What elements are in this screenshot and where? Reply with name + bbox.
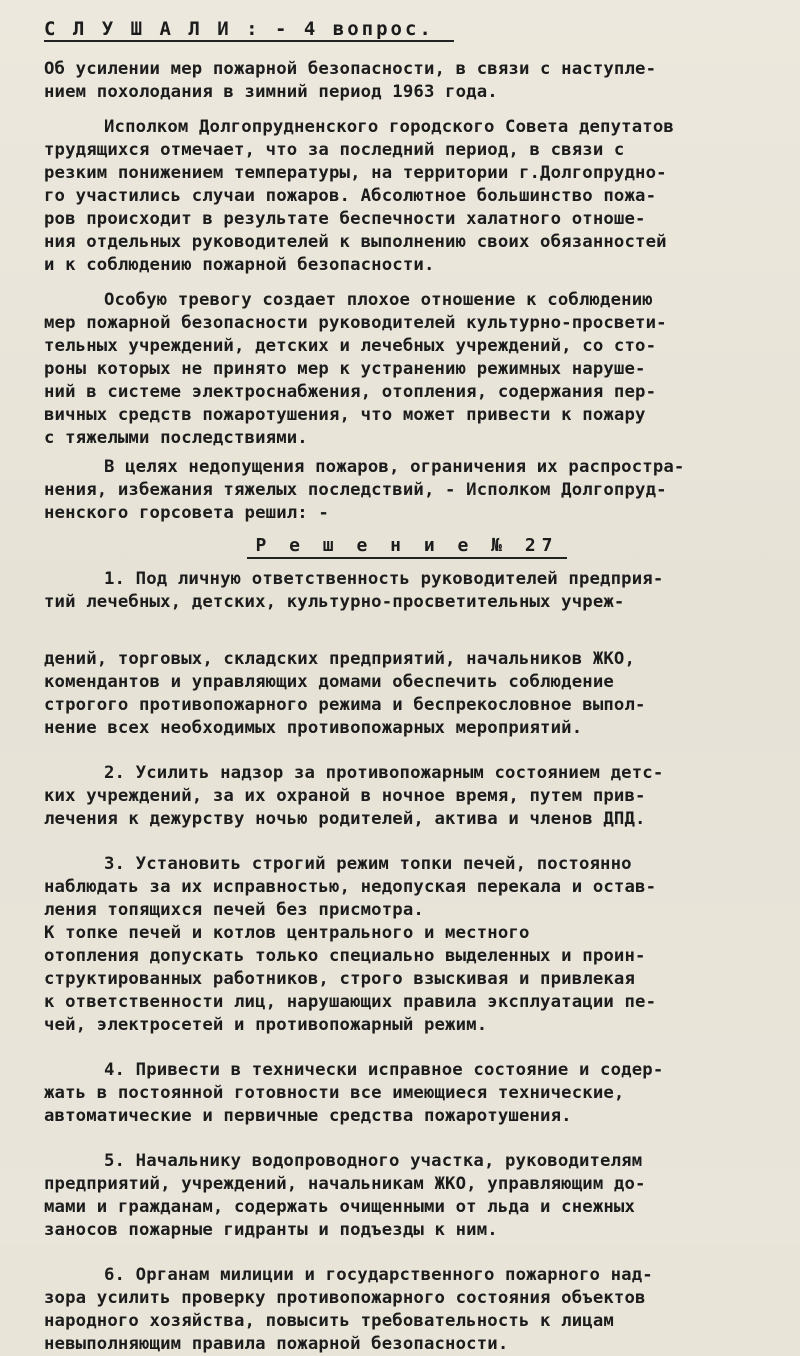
item-1-continued: дений, торговых, складских предприятий, начальников ЖКО, комендантов и управляющих домами обеспечить соблюдение строгого противопожарного режима и беспрекословное выпол- нение всех необходимых противопожарных мероприятий. [44, 649, 646, 738]
item-2: 2. Усилить надзор за противопожарным состоянием детс- ких учреждений, за их охраной в ночное время, путем прив- лечения к дежурству ночью родителей, актива и членов ДПД. [44, 763, 664, 829]
item-5: 5. Начальнику водопроводного участка, руководителям предприятий, учреждений, начальникам ЖКО, управляющим до- мами и гражданам, содержать очищенными от льда и снежных заносов пожарные гидранты и подъезды к ним. [44, 1151, 646, 1240]
item-4: 4. Привести в технически исправное состояние и содер- жать в постоянной готовности все имеющиеся технические, автоматические и первичные средства пожаротушения. [44, 1060, 664, 1126]
item-3: 3. Установить строгий режим топки печей, постоянно наблюдать за их исправностью, недопуская перекала и остав- ления топящихся печей без присмотра. К топке печей и котлов центрального и местного отопления допускать только специально выделенных и проин- структированных работников, строго взыскивая и привлекая к ответственности лиц, нарушающих правила эксплуатации пе- чей, электросетей и противопожарный режим. [44, 854, 657, 1035]
agenda-subject: Об усилении мер пожарной безопасности, в связи с наступле- нием похолодания в зимний период 1963 года. [44, 59, 657, 102]
item-1-start: 1. Под личную ответственность руководителей предприя- тий лечебных, детских, культурно-просветительных учреж- [44, 569, 664, 612]
decision-title: Р е ш е н и е № 27 [44, 535, 770, 556]
item-6: 6. Органам милиции и государственного пожарного над- зора усилить проверку противопожарного состояния объектов народного хозяйства, повысить требовательность к лицам невыполняющим правила пожарной безопасности. [44, 1265, 653, 1354]
paragraph-1: Исполком Долгопрудненского городского Совета депутатов трудящихся отмечает, что за последний период, в связи с резким понижением температуры, на территории г.Долгопрудно- го участились случаи пожаров. Абсолютное большинство пожа- ров происходит в результате беспечности халатного отноше- ния отдельных руководителей к выполнению своих обязанностей и к соблюдению пожарной безопасности. [44, 117, 674, 275]
paragraph-3: В целях недопущения пожаров, ограничения их распростра- нения, избежания тяжелых последствий, - Исполком Долгопруд- ненского горсовета решил: - [44, 457, 685, 523]
paragraph-2: Особую тревогу создает плохое отношение к соблюдению мер пожарной безопасности руководителей культурно-просвети- тельных учреждений, детских и лечебных учреждений, со сто- роны которых не принято мер к устранению режимных наруше- ний в системе электроснабжения, отопления, содержания пер- вичных средств пожаротушения, что может привести к пожару с тяжелыми последствиями. [44, 290, 667, 448]
section-heading: С Л У Ш А Л И : - 4 вопрос. [44, 18, 454, 42]
